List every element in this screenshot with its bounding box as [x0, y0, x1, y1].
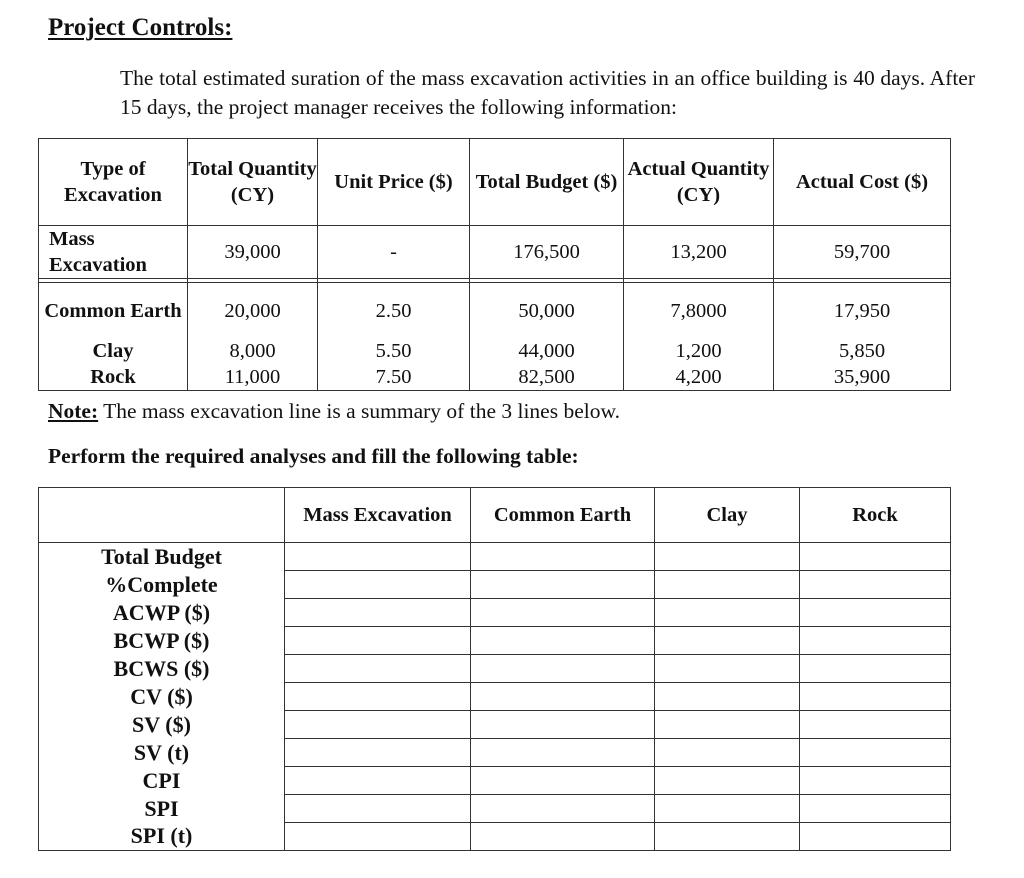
header-clay: Clay	[655, 488, 800, 543]
empty-cell[interactable]	[285, 767, 471, 795]
analysis-table	[38, 487, 951, 851]
cell-budget: 44,000	[470, 338, 624, 364]
empty-cell[interactable]	[285, 655, 471, 683]
header-rock: Rock	[800, 488, 951, 543]
header-total-budget: Total Budget ($)	[470, 139, 624, 226]
cell-quantity: 8,000	[188, 338, 318, 364]
empty-cell[interactable]	[285, 823, 471, 851]
cell-unit-price: 5.50	[318, 338, 470, 364]
cell-actual-quantity: 13,200	[624, 226, 774, 279]
page-heading: Project Controls:	[48, 14, 233, 41]
empty-cell[interactable]	[655, 627, 800, 655]
note-line	[48, 399, 620, 424]
table-row-mass-excavation	[39, 226, 951, 279]
cell-actual-quantity: 1,200	[624, 338, 774, 364]
row-label: ACWP ($)	[39, 599, 285, 627]
empty-cell[interactable]	[285, 795, 471, 823]
table-row-rock	[39, 364, 951, 391]
empty-cell[interactable]	[471, 711, 655, 739]
empty-cell[interactable]	[655, 795, 800, 823]
empty-cell[interactable]	[471, 767, 655, 795]
empty-cell[interactable]	[471, 655, 655, 683]
empty-cell[interactable]	[800, 823, 951, 851]
table-row	[39, 795, 951, 823]
row-label: BCWP ($)	[39, 627, 285, 655]
empty-cell[interactable]	[800, 711, 951, 739]
cell-actual-cost: 35,900	[774, 364, 951, 391]
empty-cell[interactable]	[655, 739, 800, 767]
row-label: Total Budget	[39, 543, 285, 571]
note-text: The mass excavation line is a summary of the 3 lines below.	[98, 399, 620, 423]
empty-cell[interactable]	[655, 823, 800, 851]
cell-unit-price: 2.50	[318, 283, 470, 339]
cell-actual-quantity: 4,200	[624, 364, 774, 391]
empty-cell[interactable]	[471, 571, 655, 599]
table-row	[39, 711, 951, 739]
empty-cell[interactable]	[800, 739, 951, 767]
cell-type: Rock	[39, 364, 188, 391]
empty-cell[interactable]	[655, 767, 800, 795]
table-row	[39, 543, 951, 571]
cell-actual-cost: 17,950	[774, 283, 951, 339]
empty-cell[interactable]	[655, 543, 800, 571]
row-label: BCWS ($)	[39, 655, 285, 683]
empty-cell[interactable]	[800, 599, 951, 627]
instruction-text: Perform the required analyses and fill the following table:	[48, 444, 579, 468]
cell-budget: 82,500	[470, 364, 624, 391]
empty-cell[interactable]	[800, 767, 951, 795]
empty-cell[interactable]	[800, 655, 951, 683]
empty-cell[interactable]	[655, 711, 800, 739]
empty-cell[interactable]	[800, 543, 951, 571]
row-label: CPI	[39, 767, 285, 795]
empty-cell[interactable]	[471, 599, 655, 627]
row-label: SPI (t)	[39, 823, 285, 851]
table-row	[39, 823, 951, 851]
row-label: CV ($)	[39, 683, 285, 711]
intro-paragraph: The total estimated suration of the mass excavation activities in an office building is 40 days. After 15 days, the project manager receives the following information:	[120, 66, 975, 119]
cell-unit-price: 7.50	[318, 364, 470, 391]
empty-cell[interactable]	[285, 627, 471, 655]
empty-cell[interactable]	[471, 627, 655, 655]
header-common-earth: Common Earth	[471, 488, 655, 543]
cell-unit-price: -	[318, 226, 470, 279]
table-row	[39, 627, 951, 655]
cell-quantity: 39,000	[188, 226, 318, 279]
table-row	[39, 655, 951, 683]
empty-cell[interactable]	[471, 823, 655, 851]
header-blank	[39, 488, 285, 543]
cell-type: Mass Excavation	[39, 226, 188, 279]
row-label: SPI	[39, 795, 285, 823]
table-row	[39, 683, 951, 711]
empty-cell[interactable]	[471, 739, 655, 767]
cell-actual-cost: 5,850	[774, 338, 951, 364]
table-row	[39, 739, 951, 767]
empty-cell[interactable]	[471, 543, 655, 571]
empty-cell[interactable]	[655, 683, 800, 711]
empty-cell[interactable]	[655, 571, 800, 599]
empty-cell[interactable]	[285, 683, 471, 711]
note-label: Note:	[48, 399, 99, 423]
table-row-clay	[39, 338, 951, 364]
empty-cell[interactable]	[800, 795, 951, 823]
empty-cell[interactable]	[655, 655, 800, 683]
empty-cell[interactable]	[471, 795, 655, 823]
cell-quantity: 20,000	[188, 283, 318, 339]
header-actual-cost: Actual Cost ($)	[774, 139, 951, 226]
cell-actual-quantity: 7,8000	[624, 283, 774, 339]
table-row-common-earth	[39, 283, 951, 339]
row-label: SV ($)	[39, 711, 285, 739]
row-label: SV (t)	[39, 739, 285, 767]
cell-budget: 176,500	[470, 226, 624, 279]
cell-actual-cost: 59,700	[774, 226, 951, 279]
empty-cell[interactable]	[285, 571, 471, 599]
cell-budget: 50,000	[470, 283, 624, 339]
excavation-data-table	[38, 138, 951, 391]
header-mass-excavation: Mass Excavation	[285, 488, 471, 543]
table-row	[39, 599, 951, 627]
header-actual-quantity: Actual Quantity (CY)	[624, 139, 774, 226]
empty-cell[interactable]	[800, 683, 951, 711]
empty-cell[interactable]	[471, 683, 655, 711]
cell-type: Clay	[39, 338, 188, 364]
header-unit-price: Unit Price ($)	[318, 139, 470, 226]
empty-cell[interactable]	[285, 599, 471, 627]
header-type-of-excavation: Type of Excavation	[39, 139, 188, 226]
empty-cell[interactable]	[285, 543, 471, 571]
cell-type: Common Earth	[39, 283, 188, 339]
cell-quantity: 11,000	[188, 364, 318, 391]
empty-cell[interactable]	[800, 571, 951, 599]
header-total-quantity: Total Quantity (CY)	[188, 139, 318, 226]
empty-cell[interactable]	[655, 599, 800, 627]
empty-cell[interactable]	[285, 711, 471, 739]
table-row	[39, 571, 951, 599]
empty-cell[interactable]	[800, 627, 951, 655]
row-label: %Complete	[39, 571, 285, 599]
empty-cell[interactable]	[285, 739, 471, 767]
table-row	[39, 767, 951, 795]
